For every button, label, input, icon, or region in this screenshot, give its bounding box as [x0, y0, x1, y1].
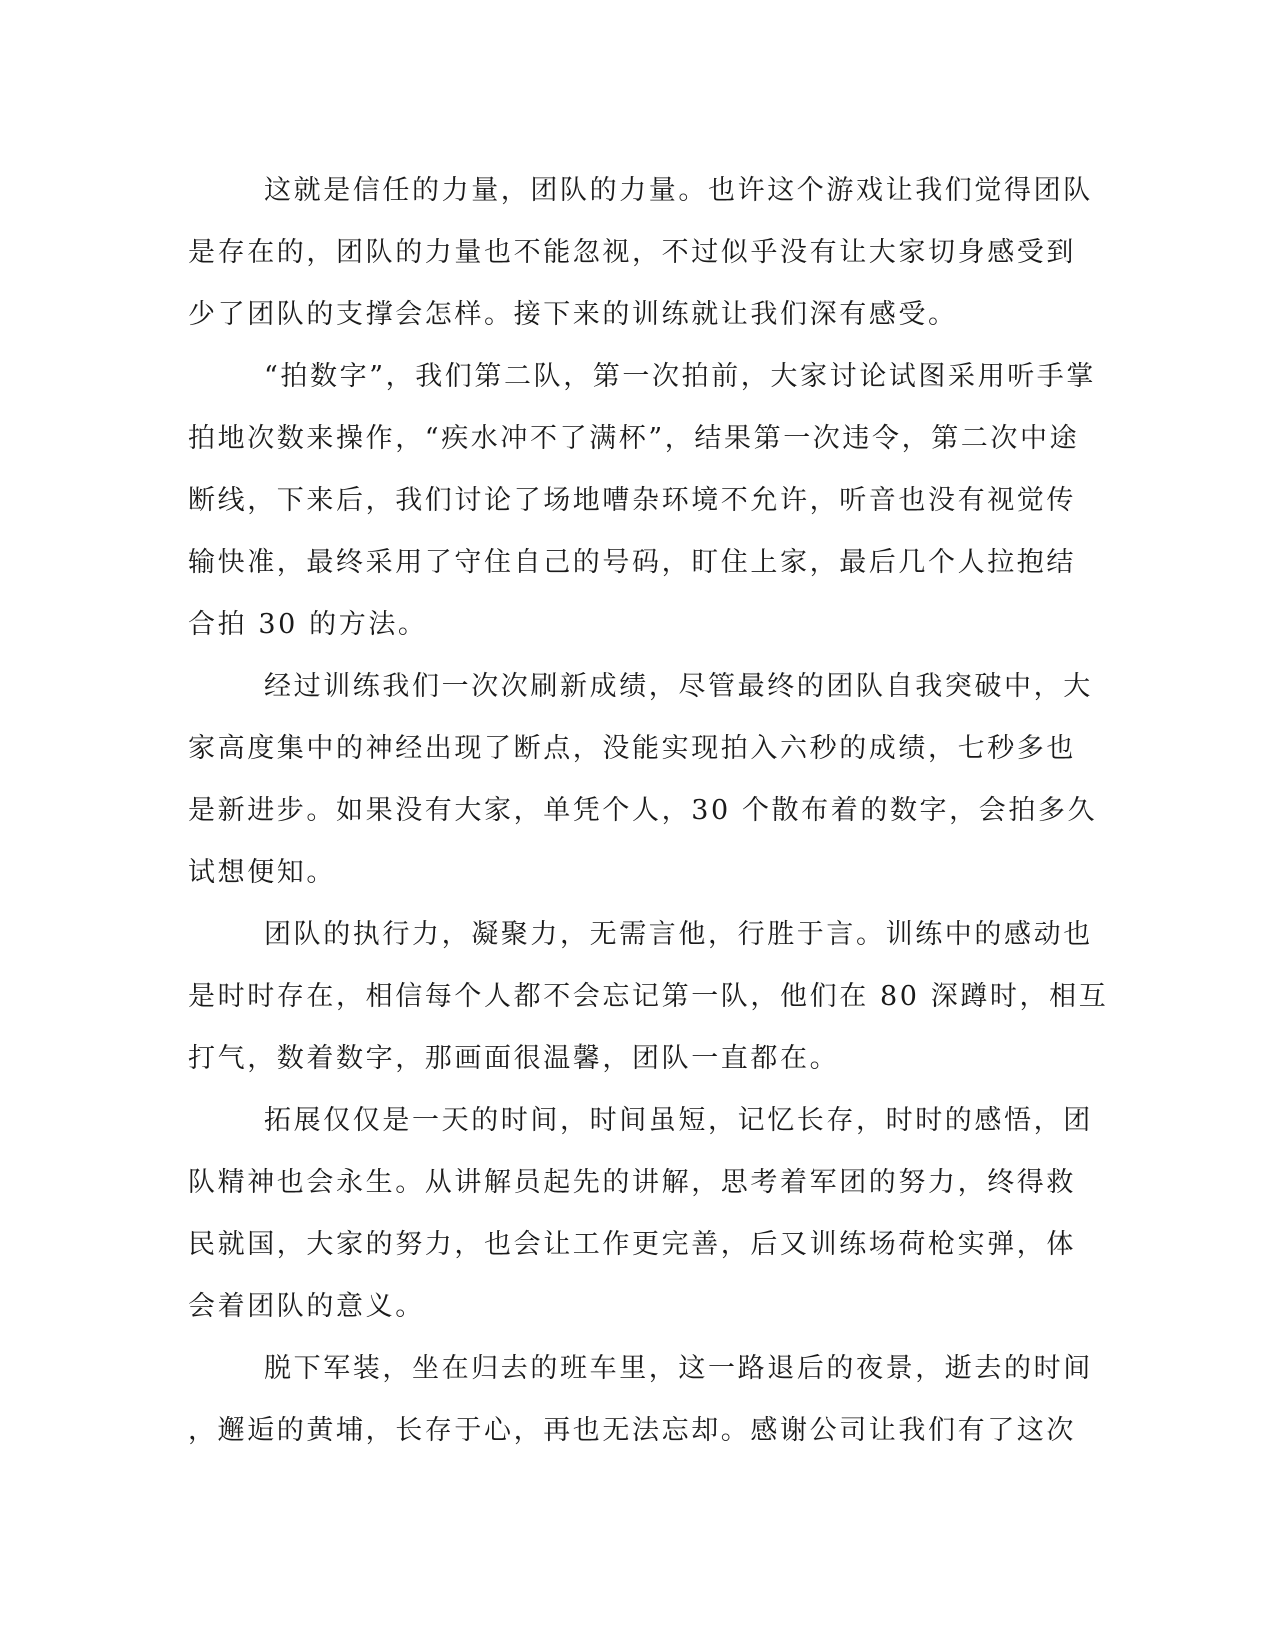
text-line: ，邂逅的黄埔，长存于心，再也无法忘却。感谢公司让我们有了这次: [188, 1415, 1076, 1446]
text-line: 输快准，最终采用了守住自己的号码，盯住上家，最后几个人拉抱结: [188, 547, 1076, 578]
text-line: 合拍 30 的方法。: [188, 609, 428, 640]
text-line: 家高度集中的神经出现了断点，没能实现拍入六秒的成绩，七秒多也: [188, 733, 1076, 764]
text-line: 是存在的，团队的力量也不能忽视，不过似乎没有让大家切身感受到: [188, 237, 1076, 268]
text-line: 拍地次数来操作，“疾水冲不了满杯”，结果第一次违令，第二次中途: [188, 423, 1080, 454]
text-line: 这就是信任的力量，团队的力量。也许这个游戏让我们觉得团队: [264, 175, 1093, 206]
text-line: 队精神也会永生。从讲解员起先的讲解，思考着军团的努力，终得救: [188, 1167, 1076, 1198]
text-line: 脱下军装，坐在归去的班车里，这一路退后的夜景，逝去的时间: [264, 1353, 1093, 1384]
text-line: 经过训练我们一次次刷新成绩，尽管最终的团队自我突破中，大: [264, 671, 1093, 702]
text-line: 是时时存在，相信每个人都不会忘记第一队，他们在 80 深蹲时，相互: [188, 981, 1109, 1012]
text-line: 团队的执行力，凝聚力，无需言他，行胜于言。训练中的感动也: [264, 919, 1093, 950]
text-line: 是新进步。如果没有大家，单凭个人，30 个散布着的数字，会拍多久: [188, 795, 1098, 826]
text-line: 民就国，大家的努力，也会让工作更完善，后又训练场荷枪实弹，体: [188, 1229, 1076, 1260]
text-line: 断线，下来后，我们讨论了场地嘈杂环境不允许，听音也没有视觉传: [188, 485, 1076, 516]
text-line: 会着团队的意义。: [188, 1291, 425, 1322]
text-line: 拓展仅仅是一天的时间，时间虽短，记忆长存，时时的感悟，团: [264, 1105, 1093, 1136]
text-line: 打气，数着数字，那画面很温馨，团队一直都在。: [188, 1043, 840, 1074]
body-text: [188, 160, 1109, 1462]
text-line: “拍数字”，我们第二队，第一次拍前，大家讨论试图采用听手掌: [264, 361, 1097, 392]
text-line: 少了团队的支撑会怎样。接下来的训练就让我们深有感受。: [188, 299, 958, 330]
text-line: 试想便知。: [188, 857, 336, 888]
